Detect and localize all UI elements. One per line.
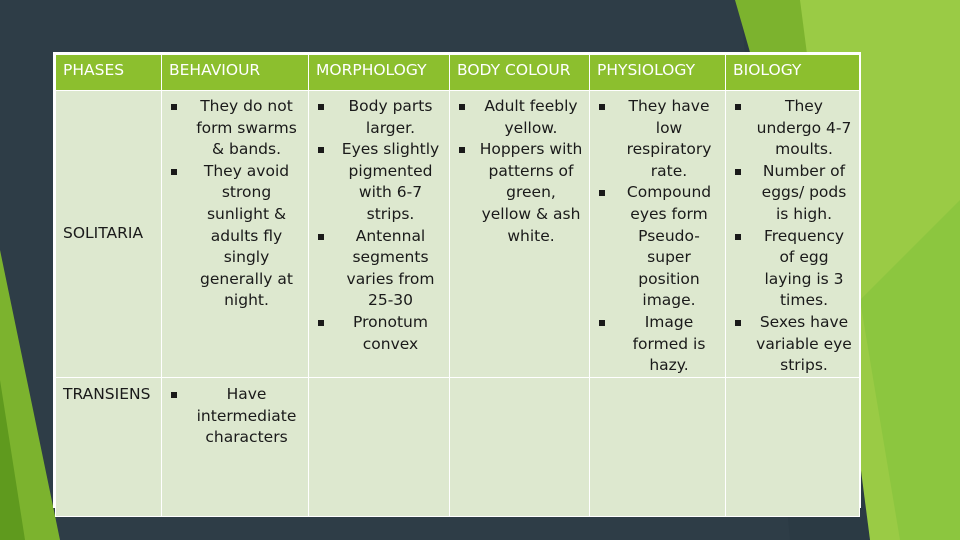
bullet-icon [318, 234, 324, 240]
cell-biology [726, 91, 860, 378]
list-item [167, 161, 302, 312]
list-item [314, 96, 443, 139]
cell-physiology [590, 378, 726, 517]
list-item-text: Number of eggs/ pods is high. [761, 161, 847, 223]
list-item-text: They do not form swarms & bands. [196, 97, 297, 159]
list-item [595, 182, 719, 312]
bullet-icon [459, 104, 465, 110]
bullet-icon [171, 169, 177, 175]
list-item [314, 139, 443, 225]
header-biology: BIOLOGY [726, 55, 860, 91]
cell-body-colour [450, 91, 590, 378]
cell-physiology [590, 91, 726, 378]
bullet-list [309, 91, 449, 355]
list-item [314, 226, 443, 312]
bullet-list [726, 91, 859, 377]
phases-table [55, 54, 860, 517]
cell-behaviour [162, 378, 309, 517]
list-item-text: Sexes have variable eye strips. [756, 312, 852, 375]
header-behaviour: BEHAVIOUR [162, 55, 309, 91]
cell-morphology [309, 91, 450, 378]
header-body-colour: BODY COLOUR [450, 55, 590, 91]
bullet-icon [735, 234, 741, 240]
header-morphology: MORPHOLOGY [309, 55, 450, 91]
bullet-icon [318, 320, 324, 326]
cell-biology [726, 378, 860, 517]
list-item [167, 96, 302, 161]
list-item-text: Body parts larger. [348, 97, 433, 137]
table-row [56, 91, 860, 378]
cell-behaviour [162, 91, 309, 378]
bullet-icon [171, 392, 177, 398]
list-item-text: They avoid strong sunlight & adults fly singly generally at night. [200, 161, 293, 310]
list-item [731, 96, 853, 161]
bullet-list [162, 91, 308, 312]
list-item [731, 161, 853, 226]
list-item-text: Have intermediate characters [196, 385, 297, 447]
list-item-text: They undergo 4-7 moults. [756, 97, 852, 159]
list-item [314, 312, 443, 355]
locust-phases-table [53, 52, 861, 508]
bullet-icon [735, 169, 741, 175]
bullet-icon [318, 147, 324, 153]
header-physiology: PHYSIOLOGY [590, 55, 726, 91]
list-item [167, 384, 302, 449]
phase-solitaria: SOLITARIA [56, 91, 162, 378]
list-item-text: Antennal segments varies from 25-30 [346, 226, 435, 310]
list-item-text: Image formed is hazy. [632, 312, 706, 375]
bullet-icon [171, 104, 177, 110]
bullet-list [450, 91, 589, 247]
list-item [731, 312, 853, 377]
bullet-list [590, 91, 725, 377]
phase-transiens: TRANSIENS [56, 378, 162, 517]
table-header-row [56, 55, 860, 91]
list-item-text: Hoppers with patterns of green, yellow & ash white. [479, 140, 583, 245]
bullet-icon [599, 320, 605, 326]
list-item [455, 139, 583, 247]
bullet-icon [599, 190, 605, 196]
list-item [595, 312, 719, 377]
list-item-text: Adult feebly yellow. [484, 97, 578, 137]
list-item [595, 96, 719, 182]
list-item-text: They have low respiratory rate. [626, 97, 712, 180]
table-row [56, 378, 860, 517]
bullet-list [162, 378, 308, 449]
list-item-text: Pronotum convex [353, 312, 428, 353]
bullet-icon [459, 147, 465, 153]
cell-body-colour [450, 378, 590, 517]
list-item [731, 226, 853, 312]
bullet-icon [735, 320, 741, 326]
bullet-icon [599, 104, 605, 110]
cell-morphology [309, 378, 450, 517]
list-item-text: Frequency of egg laying is 3 times. [763, 226, 845, 310]
bullet-icon [735, 104, 741, 110]
list-item-text: Compound eyes form Pseudo-super position image. [626, 183, 712, 310]
header-phases: PHASES [56, 55, 162, 91]
bullet-icon [318, 104, 324, 110]
list-item [455, 96, 583, 139]
list-item-text: Eyes slightly pigmented with 6-7 strips. [341, 140, 440, 223]
